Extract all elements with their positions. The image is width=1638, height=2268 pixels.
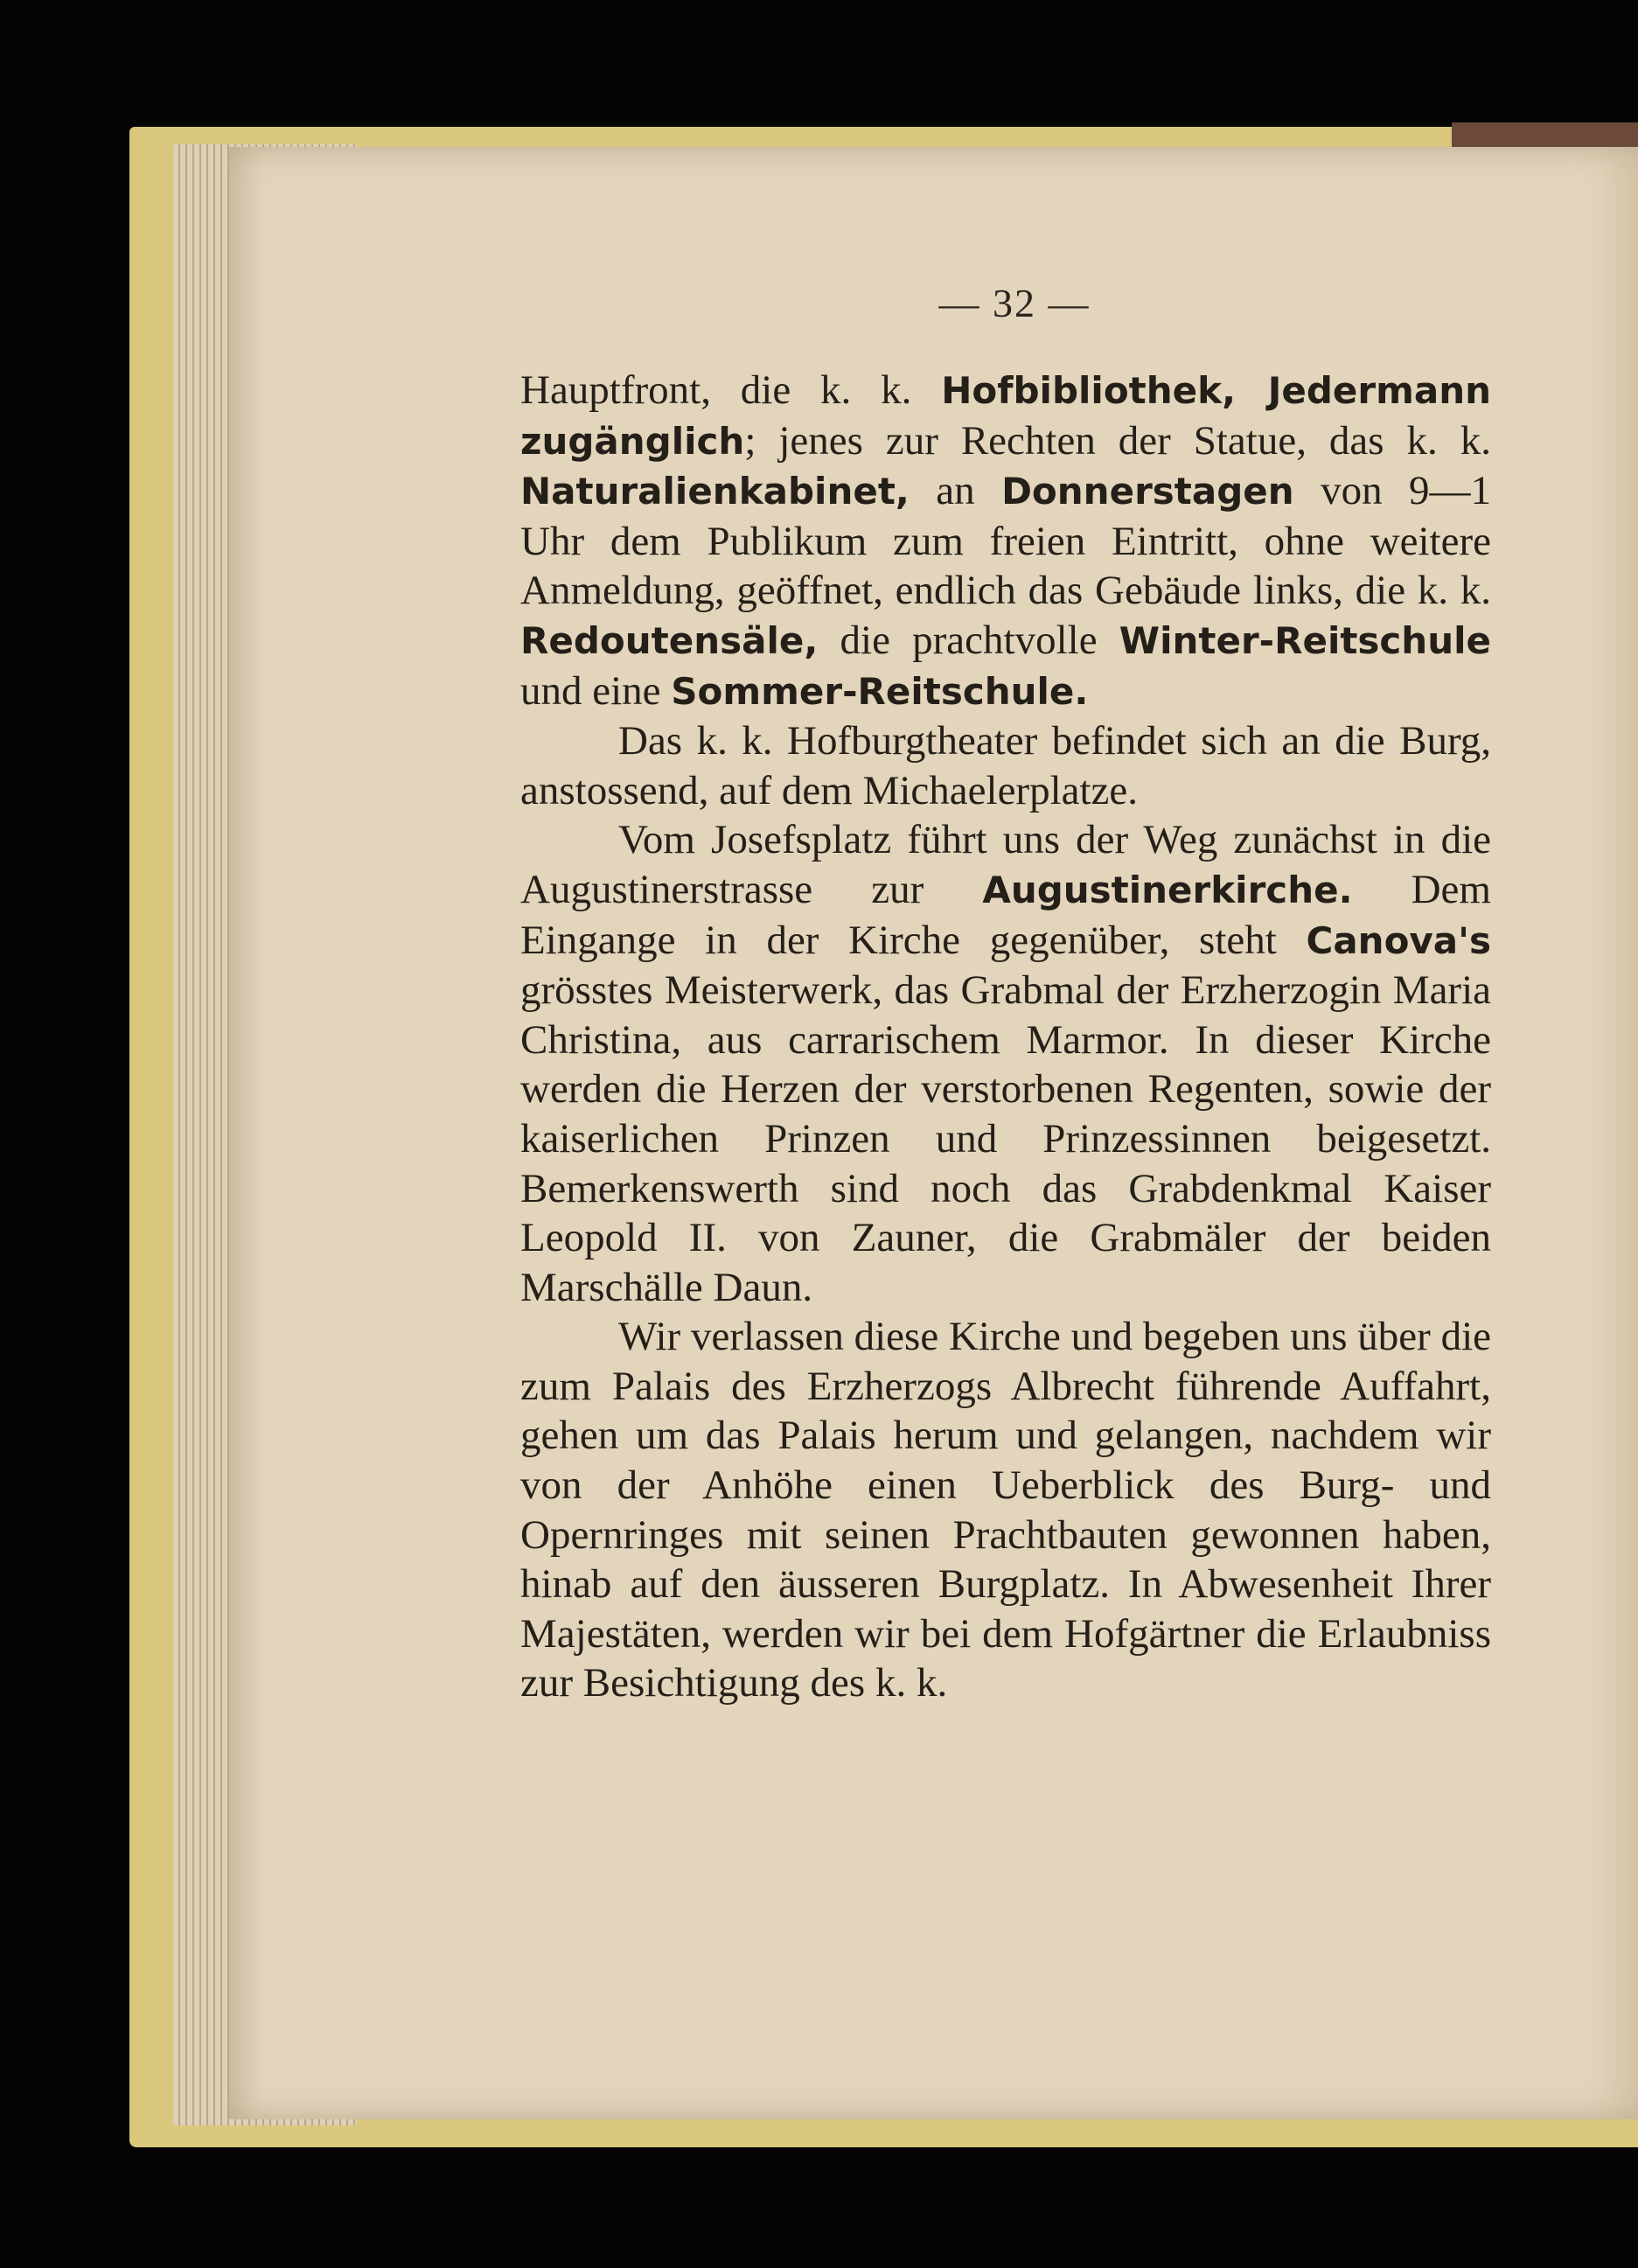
bold-term: Redoutensäle, bbox=[520, 618, 819, 662]
bold-term: Augustinerkirche. bbox=[982, 868, 1353, 911]
page-text bbox=[520, 366, 1491, 1708]
text-run: an bbox=[909, 468, 1002, 514]
text-run: Vom Josefsplatz führt uns der Weg zunächst in die Augustinerstrasse zur bbox=[520, 817, 1491, 912]
bold-term: Sommer-Reitschule. bbox=[671, 669, 1089, 713]
paragraph-3 bbox=[520, 815, 1491, 1312]
text-run: von 9—1 Uhr dem Publikum zum freien Eintritt, ohne weitere Anmeldung, geöffnet, endlich das Gebäude links, die k. k. bbox=[520, 468, 1491, 614]
text-run: grösstes Meisterwerk, das Grabmal der Erzherzogin Maria Christina, aus carrarischem Marmor. In dieser Kirche werden die Herzen der verstorbenen Regenten, sowie der kaiserlichen Prinzen und Prinzessinnen beigesetzt. Bemerkenswerth sind noch das Grabdenkmal Kaiser Leopold II. von Zauner, die Grabmäler der beiden Marschälle Daun. bbox=[520, 967, 1491, 1310]
bold-term: Canova's bbox=[1306, 918, 1491, 962]
text-run: die prachtvolle bbox=[818, 617, 1119, 663]
text-run: und eine bbox=[520, 667, 672, 714]
page-number: — 32 — bbox=[938, 281, 1091, 325]
bold-term: Naturalienkabinet, bbox=[520, 470, 910, 513]
paragraph-2 bbox=[520, 716, 1491, 815]
text-run: Wir verlassen diese Kirche und begeben uns über die zum Palais des Erzherzogs Albrecht führende Auffahrt, gehen um das Palais herum und gelangen, nachdem wir von der Anhöhe einen Ueberblick des Burg- und Opernringes mit seinen Prachtbauten gewonnen haben, hinab auf den äusseren Burgplatz. In Abwesenheit Ihrer Majestäten, werden wir bei dem Hofgärtner die Erlaubniss zur Besichtigung des k. k. bbox=[520, 1314, 1491, 1706]
bold-term: Donnerstagen bbox=[1001, 470, 1294, 513]
paragraph-4 bbox=[520, 1312, 1491, 1708]
text-run: Hauptfront, die k. k. bbox=[520, 367, 942, 413]
bold-term: Hofbibliothek, Jedermann zugänglich bbox=[520, 369, 1492, 463]
text-run: ; jenes zur Rechten der Statue, das k. k. bbox=[744, 417, 1491, 464]
paragraph-1 bbox=[520, 366, 1491, 716]
bold-term: Winter-Reitschule bbox=[1119, 618, 1491, 662]
text-run: Das k. k. Hofburgtheater befindet sich an die Burg, anstossend, auf dem Michaelerplatze. bbox=[520, 718, 1491, 813]
text-run: Dem Eingange in der Kirche gegenüber, steht bbox=[520, 866, 1491, 963]
